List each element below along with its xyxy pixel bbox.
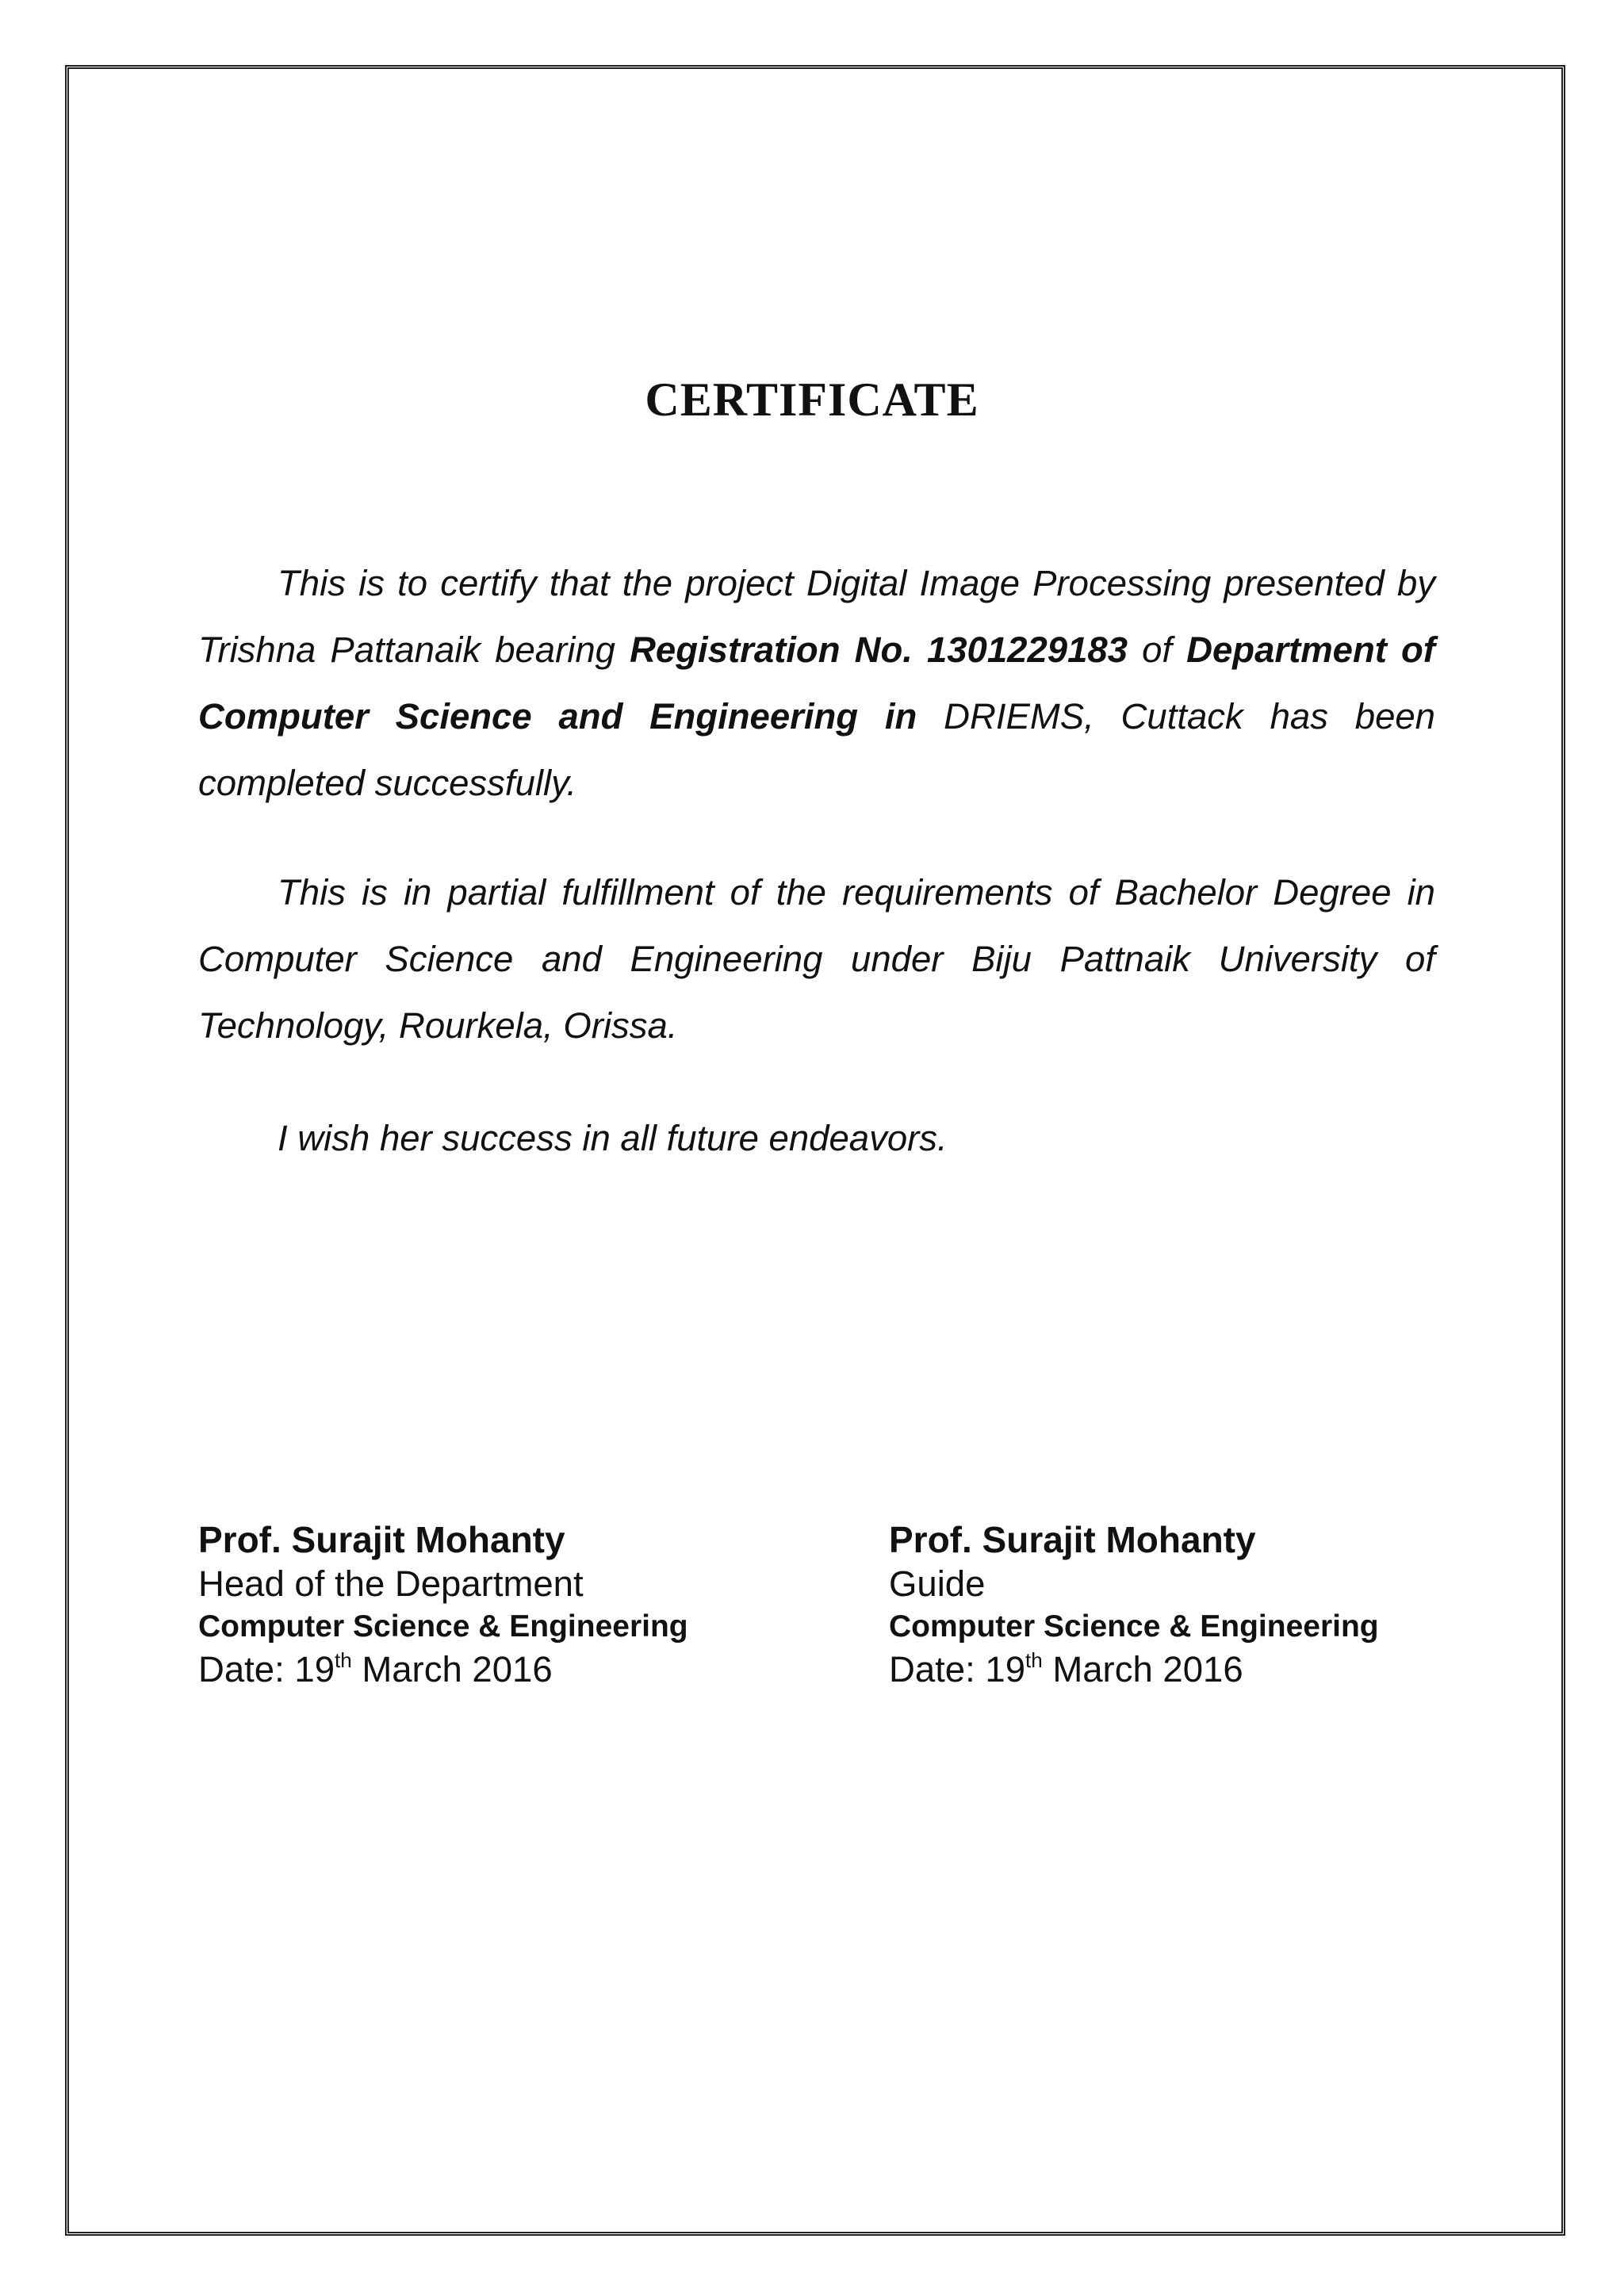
signatory-name: Prof. Surajit Mohanty — [198, 1519, 565, 1560]
certification-paragraph — [198, 550, 1435, 817]
signatory-name: Prof. Surajit Mohanty — [889, 1519, 1256, 1560]
signatory-department: Computer Science & Engineering — [198, 1609, 688, 1644]
signatory-role: Head of the Department — [198, 1563, 584, 1604]
signature-date — [198, 1647, 688, 1692]
certificate-title: CERTIFICATE — [645, 373, 979, 426]
date-suffix: March 2016 — [351, 1649, 553, 1689]
wishes-text: I wish her success in all future endeavors. — [278, 1118, 948, 1158]
signatory-role: Guide — [889, 1563, 986, 1604]
date-prefix: Date: 19 — [889, 1649, 1026, 1689]
certification-outro: DRIEMS, Cuttack has been completed successfully. — [198, 696, 1435, 803]
date-prefix: Date: 19 — [198, 1649, 335, 1689]
certification-intro: This is to certify that the project Digital Image Processing presented by Trishna Pattanaik bearing — [198, 563, 1435, 670]
date-ordinal: th — [1025, 1648, 1043, 1672]
date-suffix: March 2016 — [1042, 1649, 1243, 1689]
wishes-paragraph — [198, 1105, 1435, 1172]
signatory-department: Computer Science & Engineering — [889, 1609, 1379, 1644]
of-word: of — [1142, 629, 1173, 670]
fulfillment-paragraph — [198, 859, 1435, 1059]
signature-date — [889, 1647, 1379, 1692]
fulfillment-text: This is in partial fulfillment of the requirements of Bachelor Degree in Computer Science and Engineering under Biju Pattnaik University of Technology, Rourkela, Orissa. — [198, 872, 1435, 1046]
signature-block-hod — [198, 1517, 688, 1692]
registration-number: Registration No. 1301229183 — [630, 629, 1128, 670]
signature-block-guide — [889, 1517, 1379, 1692]
date-ordinal: th — [335, 1648, 352, 1672]
department-name: Department of Computer Science and Engineering in — [198, 629, 1435, 737]
